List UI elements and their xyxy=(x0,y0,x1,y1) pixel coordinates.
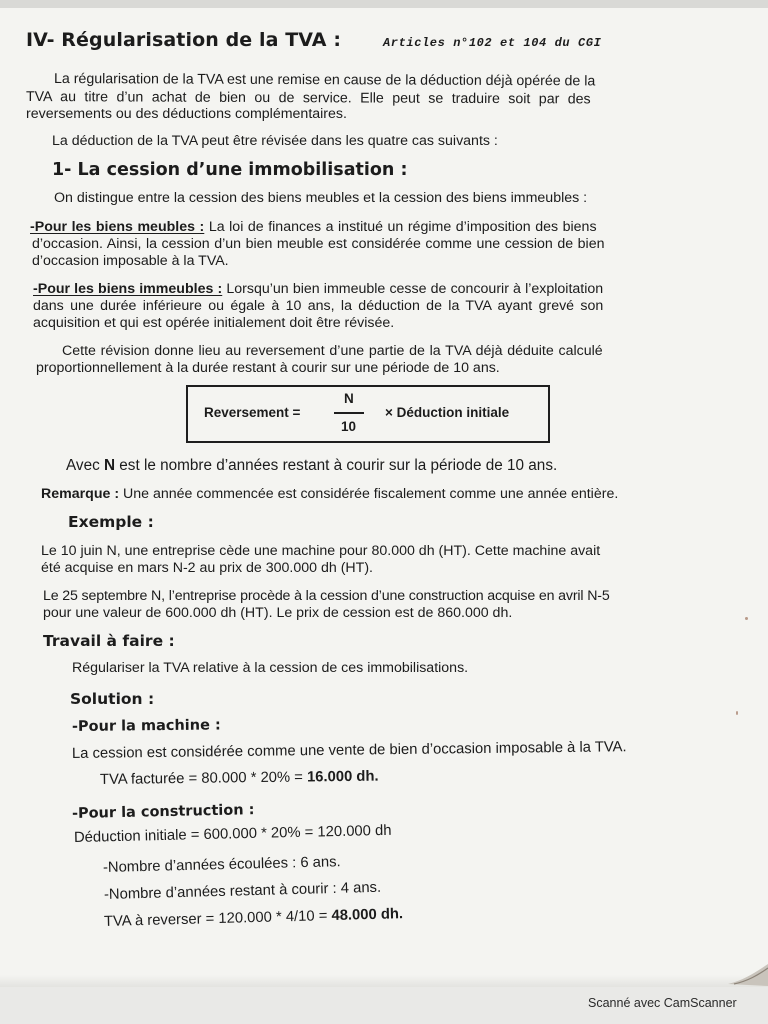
immeubles-line-1 xyxy=(33,281,603,297)
formula-right: × Déduction initiale xyxy=(385,405,510,420)
remarque-line xyxy=(41,486,618,502)
page-curl-shadow xyxy=(728,960,768,986)
section-heading-cession: 1- La cession d’une immobilisation : xyxy=(52,160,408,180)
avec-n-sentence: Avec N est le nombre d’années restant à courir sur la période de 10 ans. xyxy=(66,457,558,474)
immeubles-line-3: acquisition et qui est opérée initialement doit être révisée. xyxy=(33,315,395,331)
exemple-p2-line-2: pour une valeur de 600.000 dh (HT). Le prix de cession est de 860.000 dh. xyxy=(43,605,513,621)
remarque-text: Une année commencée est considérée fiscalement comme une année entière. xyxy=(119,486,619,502)
revision-line-2: proportionnellement à la durée restant à courir sur une période de 10 ans. xyxy=(36,360,500,376)
meubles-line-1 xyxy=(30,219,597,235)
formula-left: Reversement = xyxy=(204,405,301,420)
exemple-p1-line-1: Le 10 juin N, une entreprise cède une machine pour 80.000 dh (HT). Cette machine avait xyxy=(41,543,601,559)
solution-heading: Solution : xyxy=(70,690,155,708)
variable-n: N xyxy=(103,457,116,474)
meubles-label: -Pour les biens meubles : xyxy=(30,219,205,235)
remarque-label: Remarque : xyxy=(41,486,120,502)
meubles-line-2: d’occasion. Ainsi, la cession d’un bien meuble est considérée comme une cession de bien xyxy=(32,236,605,252)
machine-line: La cession est considérée comme une vente de bien d’occasion imposable à la TVA. xyxy=(71,739,627,762)
immeubles-text: Lorsqu’un bien immeuble cesse de concourir à l’exploitation xyxy=(222,281,604,297)
intro-line-1: La régularisation de la TVA est une remise en cause de la déduction déjà opérée de la xyxy=(53,71,596,90)
exemple-p1-line-2: été acquise en mars N-2 au prix de 300.000 dh (HT). xyxy=(41,560,373,576)
distinction-sentence: On distingue entre la cession des biens meubles et la cession des biens immeubles : xyxy=(54,190,588,206)
cases-sentence: La déduction de la TVA peut être révisée dans les quatre cas suivants : xyxy=(52,133,498,149)
construction-calc: TVA à reverser = 120.000 * 4/10 = 48.000 dh. xyxy=(103,906,404,930)
formula-numerator: N xyxy=(344,391,354,406)
intro-line-3: reversements ou des déductions complémentaires. xyxy=(26,106,347,122)
cgi-reference: Articles n°102 et 104 du CGI xyxy=(383,36,602,50)
formula-denominator: 10 xyxy=(341,419,357,434)
exemple-heading: Exemple : xyxy=(68,513,154,531)
machine-calc: TVA facturée = 80.000 * 20% = 16.000 dh. xyxy=(99,768,379,788)
intro-line-2: TVA au titre d’un achat de bien ou de service. Elle peut se traduire soit par des xyxy=(25,89,591,108)
fraction-bar xyxy=(334,412,364,414)
immeubles-line-2: dans une durée inférieure ou égale à 10 ans, la déduction de la TVA ayant grevé son xyxy=(33,298,604,314)
construction-heading: -Pour la construction : xyxy=(71,802,255,822)
machine-result: 16.000 dh. xyxy=(306,768,379,786)
page-top-edge xyxy=(0,0,768,8)
construction-restant: -Nombre d’années restant à courir : 4 ans. xyxy=(103,879,382,903)
meubles-line-3: d’occasion imposable à la TVA. xyxy=(32,253,229,269)
camscanner-watermark: Scanné avec CamScanner xyxy=(588,996,737,1010)
construction-ecoulees: -Nombre d’années écoulées : 6 ans. xyxy=(102,854,341,876)
revision-line-1: Cette révision donne lieu au reversement d’une partie de la TVA déjà déduite calculé xyxy=(62,343,603,359)
meubles-text: La loi de finances a institué un régime d’imposition des biens xyxy=(204,219,597,235)
page-bottom-edge xyxy=(0,975,768,987)
exemple-p2-line-1: Le 25 septembre N, l’entreprise procède à la cession d’une construction acquise en avril N-5 xyxy=(43,588,610,604)
paper-speck xyxy=(745,617,748,620)
travail-text: Régulariser la TVA relative à la cession de ces immobilisations. xyxy=(72,660,469,676)
page-title: IV- Régularisation de la TVA : xyxy=(26,29,342,51)
travail-heading: Travail à faire : xyxy=(43,632,175,650)
construction-result: 48.000 dh. xyxy=(331,906,404,925)
reversement-formula-box xyxy=(186,385,550,443)
immeubles-label: -Pour les biens immeubles : xyxy=(33,281,223,297)
machine-heading: -Pour la machine : xyxy=(71,717,221,735)
paper-speck xyxy=(736,711,738,715)
construction-deduction: Déduction initiale = 600.000 * 20% = 120.000 dh xyxy=(73,822,392,846)
